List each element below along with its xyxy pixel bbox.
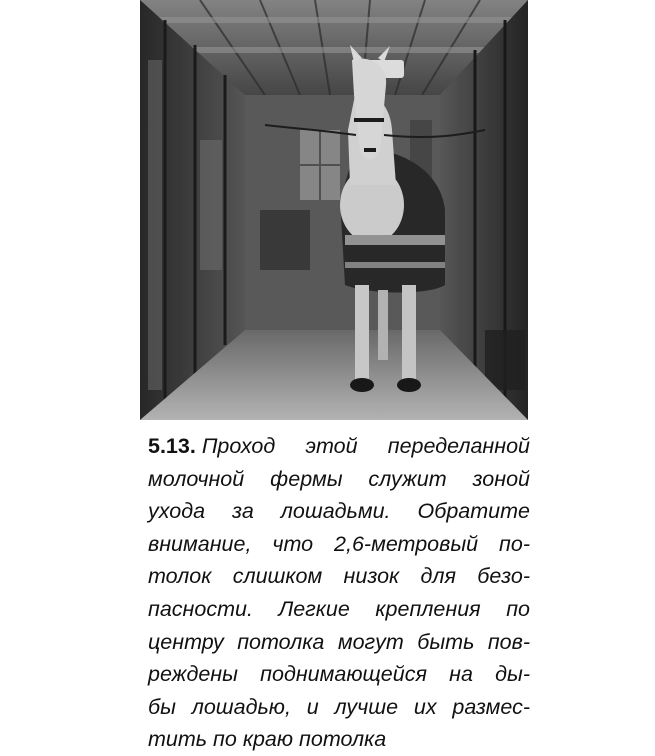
- figure-photo: [140, 0, 528, 420]
- caption-line: тить по краю потолка: [148, 727, 387, 752]
- barn-aisle-photo: [140, 0, 528, 420]
- caption-line: ухода за лошадьми. Обратите: [148, 499, 530, 524]
- caption-line: толок слишком низок для безо-: [148, 564, 530, 589]
- caption-line: молочной фермы служит зоной: [148, 466, 530, 491]
- caption-line: внимание, что 2,6-метровый по-: [148, 531, 530, 556]
- caption-line: бы лошадью, и лучше их размес-: [148, 694, 530, 719]
- figure-number: 5.13.: [148, 434, 196, 458]
- caption-line: центру потолка могут быть пов-: [148, 629, 530, 654]
- caption-line: реждены поднимающейся на ды-: [148, 662, 530, 687]
- figure-caption: [148, 430, 530, 756]
- caption-line: пасности. Легкие крепления по: [148, 596, 530, 621]
- caption-line: 5.13. Проход этой переделанной: [148, 434, 530, 458]
